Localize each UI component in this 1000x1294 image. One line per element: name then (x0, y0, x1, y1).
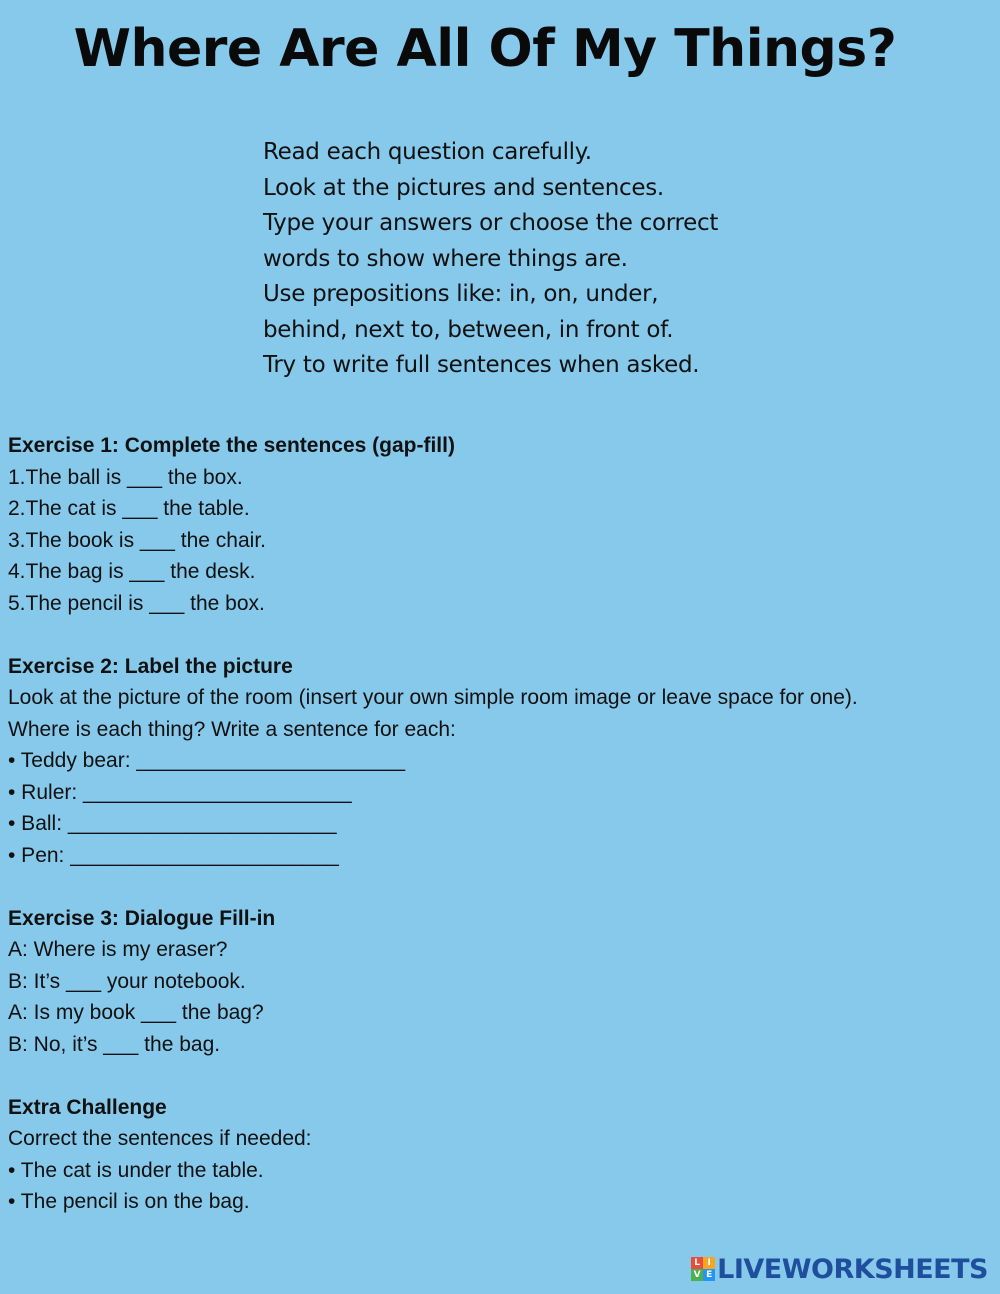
dialogue-line: A: Is my book ___ the bag? (8, 1001, 264, 1024)
exercise-1 (8, 430, 993, 619)
extra-challenge-prompt: Correct the sentences if needed: (8, 1127, 312, 1150)
liveworksheets-logo (691, 1254, 988, 1284)
exercise-2-prompt: Where is each thing? Write a sentence for each: (8, 717, 456, 741)
liveworksheets-logo-text: LIVEWORKSHEETS (717, 1253, 988, 1285)
extra-challenge-item: • The pencil is on the bag. (8, 1190, 250, 1213)
exercise-2-intro: Look at the picture of the room (insert your own simple room image or leave space for one). (8, 686, 858, 709)
worksheet-title: Where Are All Of My Things? (73, 19, 897, 79)
exercise-2-item: • Teddy bear: _______________________ (8, 749, 406, 772)
spacer (8, 1060, 993, 1092)
instruction-line: Look at the pictures and sentences. (263, 174, 664, 201)
instruction-line: Read each question carefully. (263, 139, 592, 165)
spacer (8, 619, 993, 651)
exercise-1-item: 5.The pencil is ___ the box. (8, 591, 265, 615)
extra-challenge-item: • The cat is under the table. (8, 1158, 264, 1182)
logo-letter-v: V (691, 1269, 703, 1281)
logo-letter-e: E (703, 1269, 715, 1281)
liveworksheets-logo-icon (691, 1257, 715, 1281)
exercise-1-item: 2.The cat is ___ the table. (8, 497, 250, 520)
exercise-1-item: 1.The ball is ___ the box. (8, 465, 243, 489)
instruction-line: Use prepositions like: in, on, under, (263, 281, 659, 307)
extra-challenge (8, 1092, 993, 1218)
exercise-1-heading: Exercise 1: Complete the sentences (gap-fill) (8, 434, 455, 457)
instruction-line: words to show where things are. (263, 245, 628, 272)
instruction-line: behind, next to, between, in front of. (263, 316, 674, 343)
instruction-line: Try to write full sentences when asked. (263, 352, 700, 378)
exercise-1-item: 3.The book is ___ the chair. (8, 528, 266, 552)
exercise-3 (8, 903, 993, 1061)
exercise-3-heading: Exercise 3: Dialogue Fill-in (8, 906, 276, 930)
extra-challenge-heading: Extra Challenge (8, 1095, 167, 1119)
dialogue-line: B: It’s ___ your notebook. (8, 969, 246, 993)
logo-letter-i: I (703, 1257, 715, 1269)
exercise-2-item: • Ruler: _______________________ (8, 780, 352, 804)
instruction-line: Type your answers or choose the correct (263, 210, 719, 236)
spacer (8, 871, 993, 903)
dialogue-line: B: No, it’s ___ the bag. (8, 1032, 221, 1056)
exercise-2 (8, 651, 993, 872)
exercise-2-item: • Pen: _______________________ (8, 843, 339, 867)
exercise-2-item: • Ball: _______________________ (8, 812, 337, 835)
exercise-1-item: 4.The bag is ___ the desk. (8, 560, 256, 583)
instructions-block (263, 135, 718, 384)
logo-letter-l: L (691, 1257, 703, 1269)
dialogue-line: A: Where is my eraser? (8, 938, 228, 961)
exercises-content (8, 430, 993, 1218)
exercise-2-heading: Exercise 2: Label the picture (8, 654, 293, 678)
